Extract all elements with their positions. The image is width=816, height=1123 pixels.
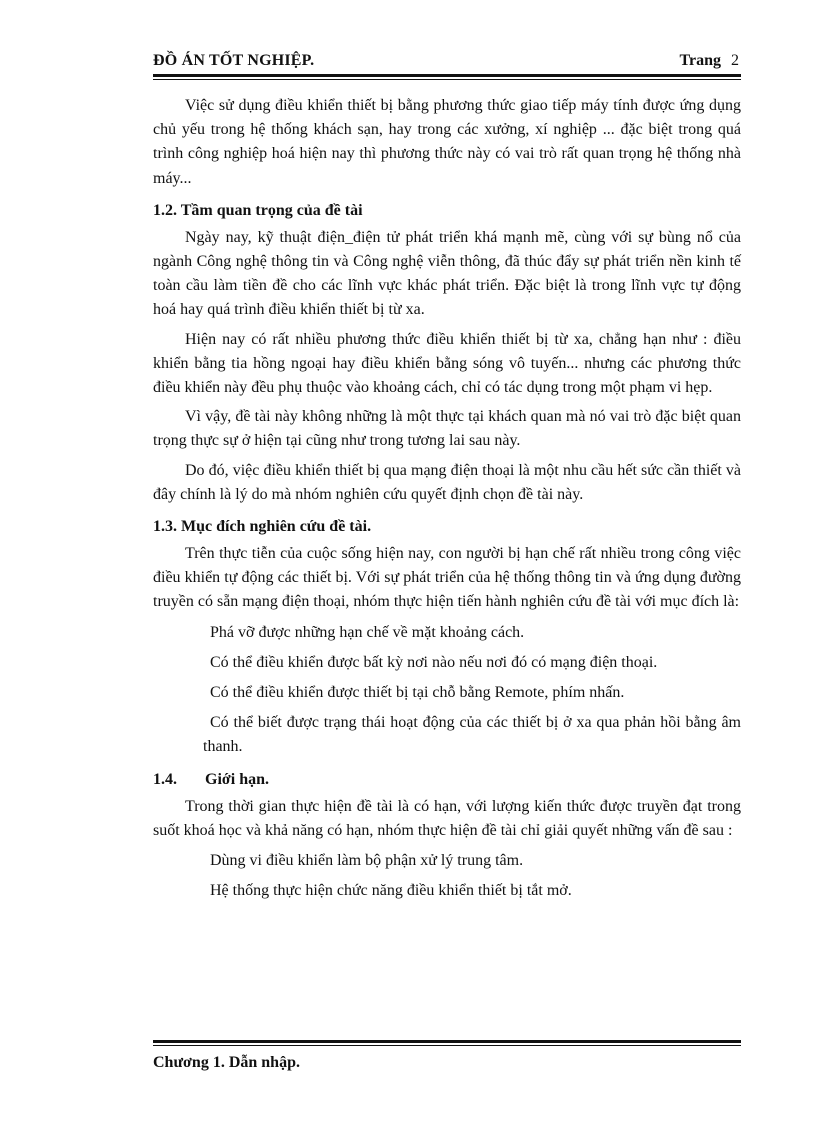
paragraph: Trên thực tiễn của cuộc sống hiện nay, con người bị hạn chế rất nhiều trong công việc điều khiển tự động các thiết bị. Với sự phát triển của hệ thống thông tin và ứng dụng đường truyền có sẵn mạng điện thoại, nhóm thực hiện tiến hành nghiên cứu đề tài với mục đích là: xyxy=(153,545,741,611)
section-heading-1-4 xyxy=(153,768,741,792)
footer-rule xyxy=(153,1040,741,1046)
paragraph: Do đó, việc điều khiển thiết bị qua mạng điện thoại là một nhu cầu hết sức cần thiết và đây chính là lý do mà nhóm nghiên cứu quyết định chọn đề tài này. xyxy=(153,461,741,503)
list-item: Có thể biết được trạng thái hoạt động của các thiết bị ở xa qua phản hồi bằng âm thanh. xyxy=(203,714,741,756)
section-heading-1-3: 1.3. Mục đích nghiên cứu đề tài. xyxy=(153,518,372,536)
page-label: Trang xyxy=(679,52,721,69)
page-content xyxy=(153,94,741,903)
section-number: 1.4. xyxy=(153,770,177,788)
list-item: Có thể điều khiển được bất kỳ nơi nào nếu nơi đó có mạng điện thoại. xyxy=(210,653,658,671)
paragraph: Trong thời gian thực hiện đề tài là có hạn, với lượng kiến thức được truyền đạt trong suốt khoá học và khả năng có hạn, nhóm thực hiện đề tài chỉ giải quyết những vấn đề sau : xyxy=(153,797,741,839)
chapter-footer: Chương 1. Dẫn nhập. xyxy=(153,1054,300,1071)
intro-paragraph: Việc sử dụng điều khiển thiết bị bằng phương thức giao tiếp máy tính được ứng dụng chủ yếu trong hệ thống khách sạn, hay trong các xưởng, xí nghiệp ... đặc biệt trong quá trình công nghiệp hoá hiện nay thì phương thức này có vai trò rất quan trọng hệ thống nhà máy... xyxy=(153,97,741,187)
section-title: Giới hạn. xyxy=(205,770,269,788)
document-title: ĐỒ ÁN TỐT NGHIỆP. xyxy=(153,52,315,69)
list-item: Có thể điều khiển được thiết bị tại chỗ bằng Remote, phím nhấn. xyxy=(210,684,625,702)
page-indicator xyxy=(680,52,739,70)
paragraph: Hiện nay có rất nhiều phương thức điều khiển thiết bị từ xa, chẳng hạn như : điều khiển bằng tia hồng ngoại hay điều khiển bằng sóng vô tuyến... nhưng các phương thức điều khiển này đều phụ thuộc vào khoảng cách, chỉ có tác dụng trong một phạm vi hẹp. xyxy=(153,330,741,397)
paragraph: Ngày nay, kỹ thuật điện_điện tử phát triển khá mạnh mẽ, cùng với sự bùng nổ của ngành Công nghệ thông tin và Công nghệ viễn thông, đã thúc đẩy sự phát triển nền kinh tế toàn cầu làm tiền đề cho các lĩnh vực khác phát triển. Đặc biệt là trong lĩnh vực tự động hoá hay quá trình điều khiển thiết bị từ xa. xyxy=(153,228,741,319)
section-heading-1-2: 1.2. Tầm quan trọng của đề tài xyxy=(153,201,363,219)
page-number: 2 xyxy=(731,52,739,69)
list-item: Dùng vi điều khiển làm bộ phận xử lý trung tâm. xyxy=(210,852,524,870)
paragraph: Vì vậy, đề tài này không những là một thực tại khách quan mà nó vai trò đặc biệt quan trọng thực sự ở hiện tại cũng như trong tương lai sau này. xyxy=(153,408,741,450)
list-item: Phá vỡ được những hạn chế về mặt khoảng cách. xyxy=(210,623,525,641)
list-item: Hệ thống thực hiện chức năng điều khiển thiết bị tắt mở. xyxy=(210,882,572,900)
page-header xyxy=(153,50,741,76)
header-rule xyxy=(153,74,741,80)
